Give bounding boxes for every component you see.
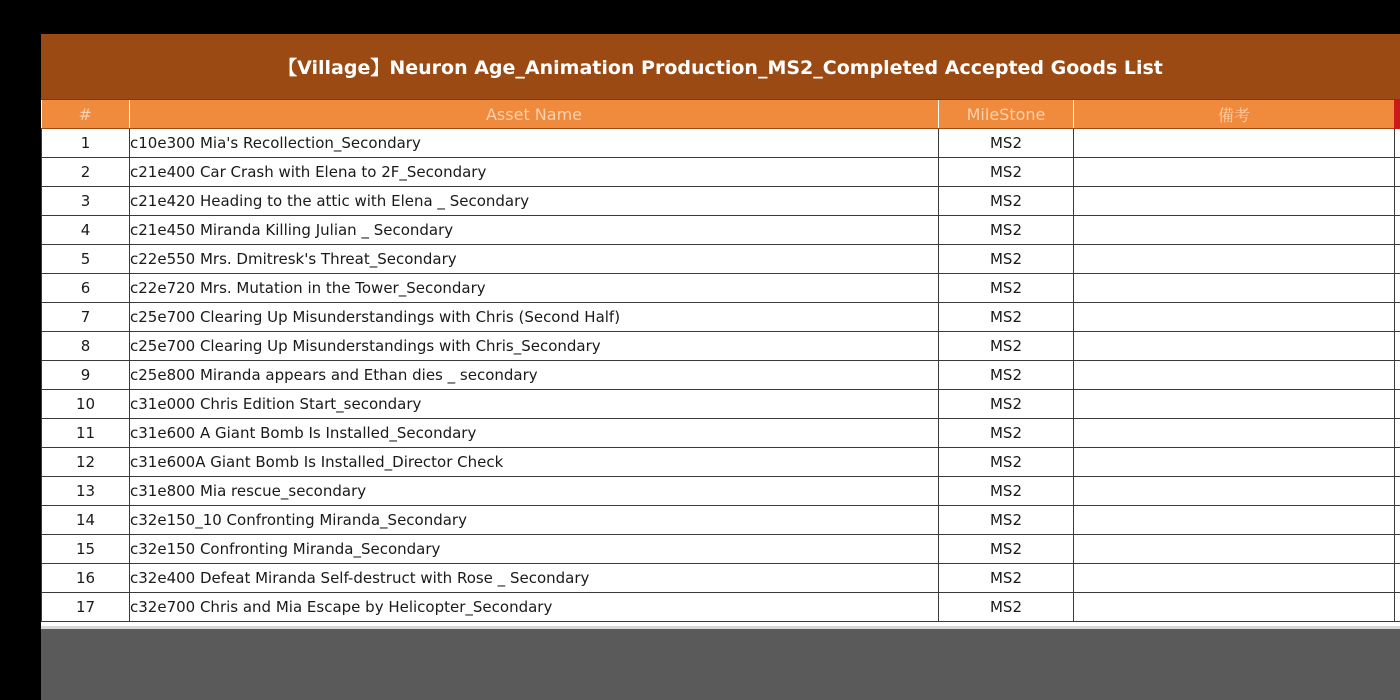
cell-asset-name[interactable]: c31e600A Giant Bomb Is Installed_Director Check xyxy=(130,448,939,477)
cell-asset-name[interactable]: c25e700 Clearing Up Misunderstandings with Chris_Secondary xyxy=(130,332,939,361)
cell-milestone[interactable]: MS2 xyxy=(939,303,1074,332)
table-row xyxy=(42,477,1400,506)
table-row xyxy=(42,274,1400,303)
cell-notes[interactable] xyxy=(1074,593,1395,622)
cell-num[interactable]: 9 xyxy=(42,361,130,390)
cell-num[interactable]: 14 xyxy=(42,506,130,535)
sheet-bottom-border xyxy=(41,626,1400,629)
cell-num[interactable]: 10 xyxy=(42,390,130,419)
cell-milestone[interactable]: MS2 xyxy=(939,419,1074,448)
header-row xyxy=(42,100,1400,129)
table-row xyxy=(42,216,1400,245)
cell-num[interactable]: 1 xyxy=(42,129,130,158)
cell-asset-name[interactable]: c31e000 Chris Edition Start_secondary xyxy=(130,390,939,419)
cell-extra[interactable] xyxy=(1395,303,1400,332)
cell-extra[interactable] xyxy=(1395,564,1400,593)
cell-num[interactable]: 15 xyxy=(42,535,130,564)
sheet-title xyxy=(41,34,1400,100)
table-row xyxy=(42,245,1400,274)
cell-notes[interactable] xyxy=(1074,158,1395,187)
cell-milestone[interactable]: MS2 xyxy=(939,477,1074,506)
table-row xyxy=(42,448,1400,477)
spreadsheet-sheet xyxy=(41,34,1400,629)
cell-num[interactable]: 7 xyxy=(42,303,130,332)
column-header-milestone[interactable]: MileStone xyxy=(939,100,1074,129)
column-header-asset-name[interactable]: Asset Name xyxy=(130,100,939,129)
cell-notes[interactable] xyxy=(1074,216,1395,245)
cell-asset-name[interactable]: c21e450 Miranda Killing Julian _ Secondary xyxy=(130,216,939,245)
cell-asset-name[interactable]: c22e550 Mrs. Dmitresk's Threat_Secondary xyxy=(130,245,939,274)
cell-extra[interactable] xyxy=(1395,187,1400,216)
cell-extra[interactable] xyxy=(1395,361,1400,390)
cell-notes[interactable] xyxy=(1074,129,1395,158)
cell-milestone[interactable]: MS2 xyxy=(939,216,1074,245)
cell-notes[interactable] xyxy=(1074,332,1395,361)
cell-asset-name[interactable]: c32e400 Defeat Miranda Self-destruct with Rose _ Secondary xyxy=(130,564,939,593)
cell-notes[interactable] xyxy=(1074,419,1395,448)
table-row xyxy=(42,564,1400,593)
table-body xyxy=(42,129,1400,622)
cell-asset-name[interactable]: c25e800 Miranda appears and Ethan dies _ secondary xyxy=(130,361,939,390)
column-header-overflow-marker xyxy=(1394,100,1400,129)
table-row xyxy=(42,361,1400,390)
cell-notes[interactable] xyxy=(1074,245,1395,274)
cell-milestone[interactable]: MS2 xyxy=(939,506,1074,535)
cell-asset-name[interactable]: c21e400 Car Crash with Elena to 2F_Secondary xyxy=(130,158,939,187)
cell-milestone[interactable]: MS2 xyxy=(939,245,1074,274)
cell-notes[interactable] xyxy=(1074,187,1395,216)
cell-extra[interactable] xyxy=(1395,216,1400,245)
cell-asset-name[interactable]: c32e700 Chris and Mia Escape by Helicopter_Secondary xyxy=(130,593,939,622)
cell-asset-name[interactable]: c31e800 Mia rescue_secondary xyxy=(130,477,939,506)
cell-notes[interactable] xyxy=(1074,564,1395,593)
table-row xyxy=(42,419,1400,448)
cell-num[interactable]: 11 xyxy=(42,419,130,448)
cell-notes[interactable] xyxy=(1074,535,1395,564)
cell-extra[interactable] xyxy=(1395,593,1400,622)
cell-num[interactable]: 13 xyxy=(42,477,130,506)
cell-extra[interactable] xyxy=(1395,274,1400,303)
cell-asset-name[interactable]: c22e720 Mrs. Mutation in the Tower_Secondary xyxy=(130,274,939,303)
cell-extra[interactable] xyxy=(1395,448,1400,477)
cell-asset-name[interactable]: c32e150 Confronting Miranda_Secondary xyxy=(130,535,939,564)
table-row xyxy=(42,158,1400,187)
column-header-num[interactable]: # xyxy=(42,100,130,129)
cell-milestone[interactable]: MS2 xyxy=(939,390,1074,419)
cell-milestone[interactable]: MS2 xyxy=(939,274,1074,303)
cell-num[interactable]: 3 xyxy=(42,187,130,216)
cell-notes[interactable] xyxy=(1074,390,1395,419)
cell-extra[interactable] xyxy=(1395,129,1400,158)
cell-milestone[interactable]: MS2 xyxy=(939,448,1074,477)
cell-extra[interactable] xyxy=(1395,158,1400,187)
cell-num[interactable]: 6 xyxy=(42,274,130,303)
cell-extra[interactable] xyxy=(1395,390,1400,419)
cell-asset-name[interactable]: c32e150_10 Confronting Miranda_Secondary xyxy=(130,506,939,535)
cell-extra[interactable] xyxy=(1395,477,1400,506)
table-row xyxy=(42,390,1400,419)
cell-milestone[interactable]: MS2 xyxy=(939,535,1074,564)
cell-notes[interactable] xyxy=(1074,303,1395,332)
table-row xyxy=(42,332,1400,361)
cell-milestone[interactable]: MS2 xyxy=(939,158,1074,187)
cell-num[interactable]: 5 xyxy=(42,245,130,274)
cell-milestone[interactable]: MS2 xyxy=(939,332,1074,361)
table-row xyxy=(42,129,1400,158)
cell-notes[interactable] xyxy=(1074,506,1395,535)
cell-extra[interactable] xyxy=(1395,535,1400,564)
cell-num[interactable]: 17 xyxy=(42,593,130,622)
cell-milestone[interactable]: MS2 xyxy=(939,564,1074,593)
cell-notes[interactable] xyxy=(1074,274,1395,303)
cell-num[interactable]: 4 xyxy=(42,216,130,245)
table-row xyxy=(42,593,1400,622)
cell-num[interactable]: 12 xyxy=(42,448,130,477)
table-row xyxy=(42,187,1400,216)
cell-num[interactable]: 8 xyxy=(42,332,130,361)
cell-extra[interactable] xyxy=(1395,332,1400,361)
cell-asset-name[interactable]: c25e700 Clearing Up Misunderstandings with Chris (Second Half) xyxy=(130,303,939,332)
cell-milestone[interactable]: MS2 xyxy=(939,361,1074,390)
cell-milestone[interactable]: MS2 xyxy=(939,129,1074,158)
cell-extra[interactable] xyxy=(1395,506,1400,535)
cell-notes[interactable] xyxy=(1074,448,1395,477)
cell-asset-name[interactable]: c21e420 Heading to the attic with Elena _ Secondary xyxy=(130,187,939,216)
table-row xyxy=(42,506,1400,535)
table-row xyxy=(42,303,1400,332)
cell-num[interactable]: 2 xyxy=(42,158,130,187)
cell-notes[interactable] xyxy=(1074,361,1395,390)
cell-asset-name[interactable]: c31e600 A Giant Bomb Is Installed_Secondary xyxy=(130,419,939,448)
cell-milestone[interactable]: MS2 xyxy=(939,187,1074,216)
cell-num[interactable]: 16 xyxy=(42,564,130,593)
cell-extra[interactable] xyxy=(1395,245,1400,274)
cell-asset-name[interactable]: c10e300 Mia's Recollection_Secondary xyxy=(130,129,939,158)
cell-extra[interactable] xyxy=(1395,419,1400,448)
cell-notes[interactable] xyxy=(1074,477,1395,506)
column-header-notes[interactable]: 備考 xyxy=(1074,100,1395,129)
goods-table xyxy=(41,100,1400,622)
table-row xyxy=(42,535,1400,564)
sheet-title-text: 【Village】Neuron Age_Animation Production_MS2_Completed Accepted Goods List xyxy=(278,57,1163,79)
cell-milestone[interactable]: MS2 xyxy=(939,593,1074,622)
spreadsheet-window xyxy=(41,34,1400,700)
